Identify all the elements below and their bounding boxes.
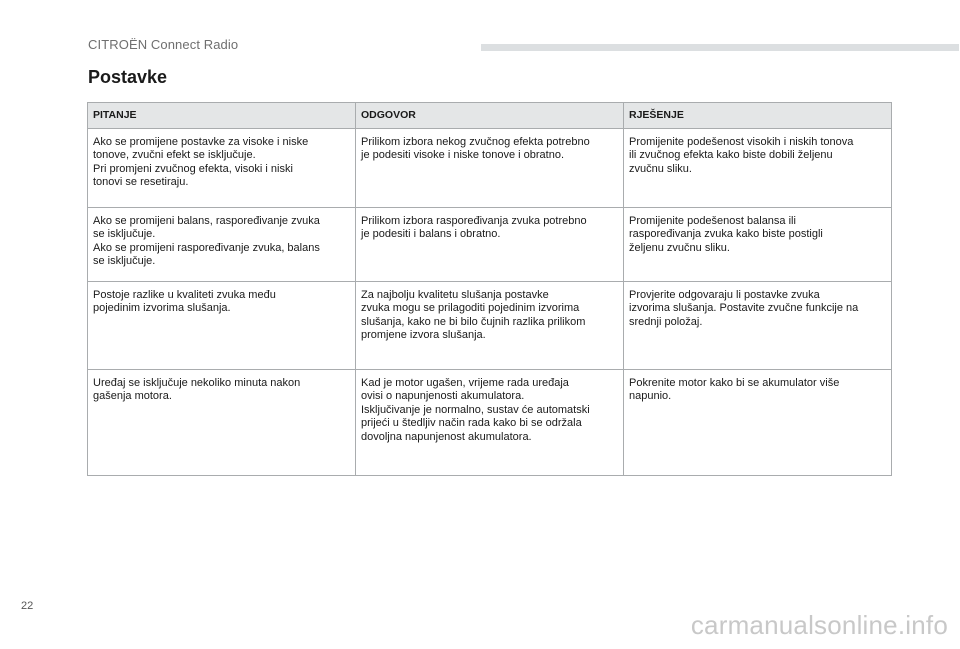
- cell-solution: [624, 370, 892, 476]
- cell-answer: [356, 208, 624, 282]
- solution-text: Promijenite podešenost visokih i niskih tonova ili zvučnog efekta kako biste dobili željenu zvučnu sliku.: [629, 136, 854, 175]
- question-text: Uređaj se isključuje nekoliko minuta nakon gašenja motora.: [93, 377, 301, 403]
- solution-text: Promijenite podešenost balansa ili raspoređivanja zvuka kako biste postigli željenu zvučnu sliku.: [629, 215, 823, 254]
- troubleshooting-table: [87, 102, 892, 476]
- document-header-title: CITROËN Connect Radio: [88, 37, 239, 52]
- question-text: Ako se promijeni balans, raspoređivanje zvuka se isključuje. Ako se promijeni raspoređivanje zvuka, balans se isključuje.: [93, 215, 320, 268]
- cell-solution: [624, 282, 892, 370]
- cell-answer: [356, 282, 624, 370]
- cell-solution: [624, 129, 892, 208]
- cell-question: [88, 129, 356, 208]
- solution-text: Provjerite odgovaraju li postavke zvuka izvorima slušanja. Postavite zvučne funkcije na srednji položaj.: [629, 289, 859, 328]
- column-header-question: PITANJE: [88, 103, 356, 129]
- watermark-text: carmanualsonline.info: [690, 610, 948, 640]
- answer-text: Prilikom izbora nekog zvučnog efekta potrebno je podesiti visoke i niske tonove i obratno.: [361, 136, 590, 162]
- answer-text: Kad je motor ugašen, vrijeme rada uređaja ovisi o napunjenosti akumulatora. Isključivanje je normalno, sustav će automatski prijeći u štedljiv način rada kako bi se održala dovoljna napunjenost akumulatora.: [361, 377, 590, 443]
- answer-text: Za najbolju kvalitetu slušanja postavke zvuka mogu se prilagoditi pojedinim izvorima slušanja, kako ne bi bilo čujnih razlika prilikom promjene izvora slušanja.: [361, 289, 586, 342]
- question-text: Postoje razlike u kvaliteti zvuka među pojedinim izvorima slušanja.: [93, 289, 276, 315]
- answer-text: Prilikom izbora raspoređivanja zvuka potrebno je podesiti i balans i obratno.: [361, 215, 587, 241]
- cell-question: [88, 370, 356, 476]
- cell-question: [88, 208, 356, 282]
- solution-text: Pokrenite motor kako bi se akumulator više napunio.: [629, 377, 840, 403]
- section-title: Postavke: [88, 67, 168, 87]
- cell-solution: [624, 208, 892, 282]
- cell-question: [88, 282, 356, 370]
- table-row: [88, 282, 892, 370]
- cell-answer: [356, 129, 624, 208]
- cell-answer: [356, 370, 624, 476]
- column-header-solution: RJEŠENJE: [624, 103, 892, 129]
- table-header-row: [88, 103, 892, 129]
- header-divider-bar: [481, 44, 959, 51]
- table-row: [88, 129, 892, 208]
- table-row: [88, 208, 892, 282]
- table-row: [88, 370, 892, 476]
- column-header-answer: ODGOVOR: [356, 103, 624, 129]
- question-text: Ako se promijene postavke za visoke i niske tonove, zvučni efekt se isključuje. Pri promjeni zvučnog efekta, visoki i niski tonovi se resetiraju.: [93, 136, 309, 189]
- page-number: 22: [21, 600, 34, 612]
